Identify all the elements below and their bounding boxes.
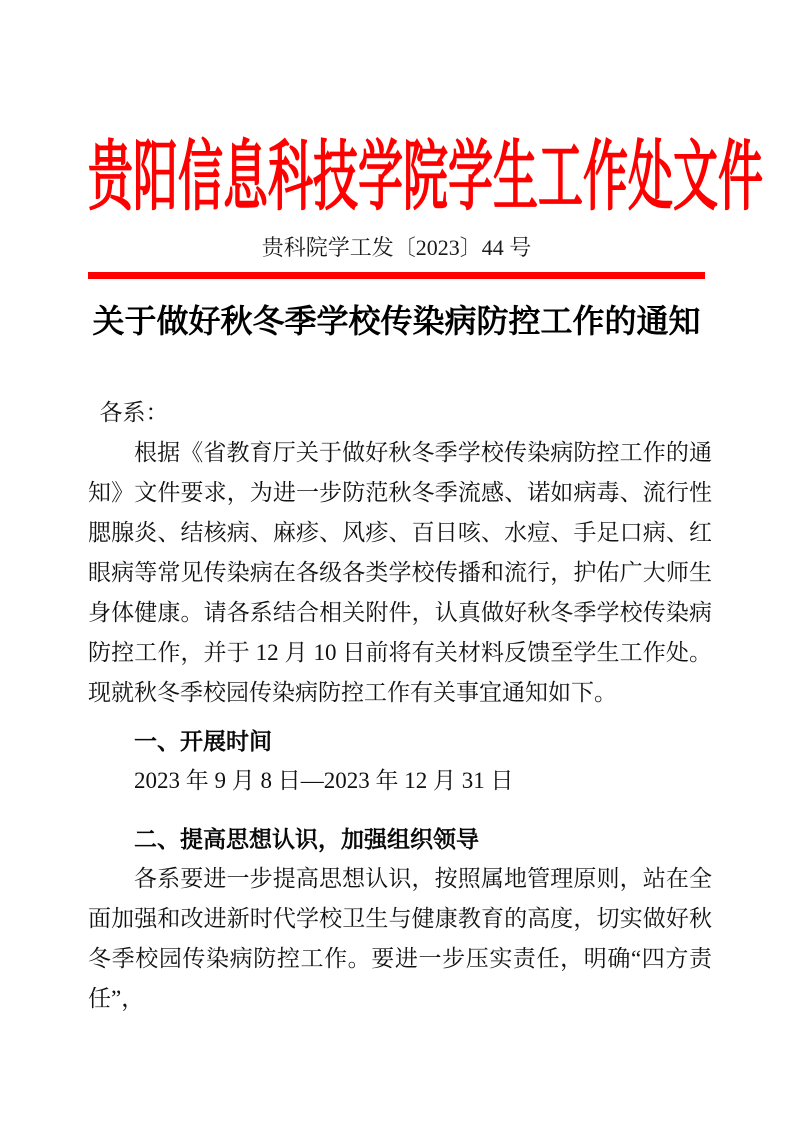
red-divider-rule <box>88 272 705 279</box>
document-body <box>88 393 712 1019</box>
intro-paragraph: 根据《省教育厅关于做好秋冬季学校传染病防控工作的通知》文件要求，为进一步防范秋冬季流感、诺如病毒、流行性腮腺炎、结核病、麻疹、风疹、百日咳、水痘、手足口病、红眼病等常见传染病在各级各类学校传播和流行，护佑广大师生身体健康。请各系结合相关附件，认真做好秋冬季学校传染病防控工作，并于 12 月 10 日前将有关材料反馈至学生工作处。现就秋冬季校园传染病防控工作有关事宜通知如下。 <box>88 440 712 705</box>
section-2-heading: 二、提高思想认识，加强组织领导 <box>134 826 479 852</box>
section-2-content: 各系要进一步提高思想认识，按照属地管理原则，站在全面加强和改进新时代学校卫生与健康教育的高度，切实做好秋冬季校园传染病防控工作。要进一步压实责任，明确“四方责任”， <box>88 866 712 1011</box>
document-number: 贵科院学工发〔2023〕44 号 <box>261 235 532 260</box>
section-1-heading: 一、开展时间 <box>134 728 272 754</box>
document-title: 关于做好秋冬季学校传染病防控工作的通知 <box>92 303 701 339</box>
salutation: 各系： <box>99 400 169 425</box>
section-1-content: 2023 年 9 月 8 日—2023 年 12 月 31 日 <box>134 768 514 793</box>
agency-header <box>88 134 764 220</box>
agency-header-text: 贵阳信息科技学院学生工作处文件 <box>88 134 764 220</box>
